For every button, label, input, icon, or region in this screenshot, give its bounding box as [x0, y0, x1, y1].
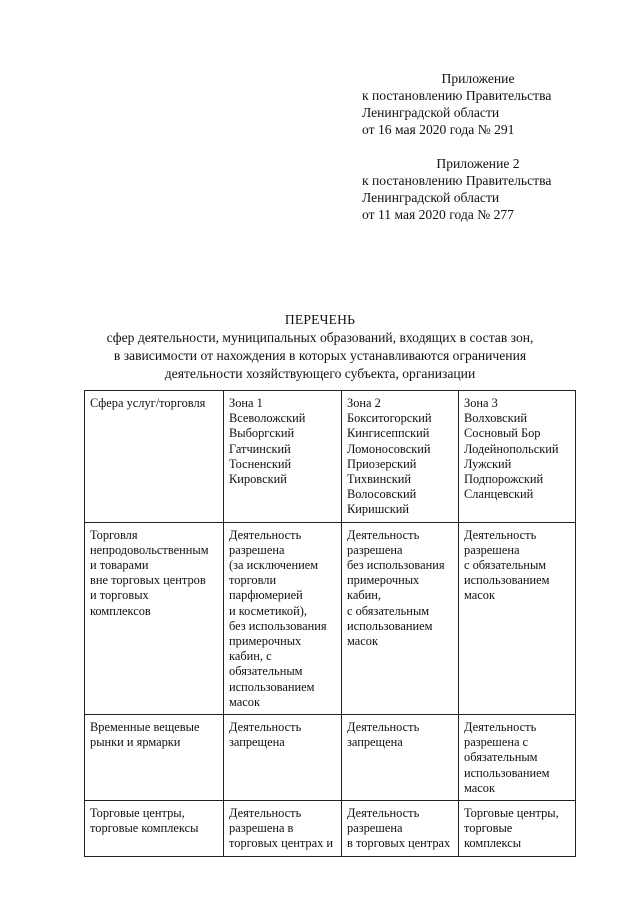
header-cell-sphere: Сфера услуг/торговля: [85, 391, 224, 523]
table-row: [85, 801, 576, 857]
table-row: [85, 715, 576, 801]
appendix-2-title: Приложение 2: [436, 156, 520, 171]
table-cell: Торговые центры, торговые комплексы: [459, 801, 576, 857]
document-subtitle-line-1: сфер деятельности, муниципальных образований, входящих в состав зон,: [106, 330, 534, 345]
appendix-1-line-3: от 16 мая 2020 года № 291: [362, 122, 515, 137]
appendix-2-line-2: Ленинградской области: [362, 190, 500, 205]
table-row: [85, 522, 576, 714]
table-cell: Деятельность разрешена без использования примерочных кабин, с обязательным использованием масок: [342, 522, 459, 714]
appendix-1-title: Приложение: [441, 71, 515, 86]
table-cell: Торговля непродовольственным и товарами вне торговых центров и торговых комплексов: [85, 522, 224, 714]
header-cell-zone-1: Зона 1 Всеволожский Выборгский Гатчинский Тосненский Кировский: [224, 391, 342, 523]
table-cell: Деятельность разрешена (за исключением торговли парфюмерией и косметикой), без использования примерочных кабин, с обязательным использованием масок: [224, 522, 342, 714]
document-subtitle-line-2: в зависимости от нахождения в которых устанавливаются ограничения: [113, 348, 527, 363]
document-heading: [10, 311, 630, 383]
header-cell-zone-2: Зона 2 Бокситогорский Кингисеппский Ломоносовский Приозерский Тихвинский Волосовский Киришский: [342, 391, 459, 523]
table-cell: Деятельность разрешена с обязательным использованием масок: [459, 522, 576, 714]
document-title: ПЕРЕЧЕНЬ: [284, 312, 356, 327]
appendix-1-line-2: Ленинградской области: [362, 105, 500, 120]
appendix-1-line-1: к постановлению Правительства: [362, 88, 552, 103]
appendix-2-line-1: к постановлению Правительства: [362, 173, 552, 188]
zones-table: [84, 390, 576, 857]
appendix-1-block: [362, 70, 594, 138]
table-cell: Деятельность запрещена: [224, 715, 342, 801]
table-cell: Торговые центры, торговые комплексы: [85, 801, 224, 857]
appendix-2-block: [362, 155, 594, 223]
table-cell: Деятельность разрешена с обязательным использованием масок: [459, 715, 576, 801]
header-cell-zone-3: Зона 3 Волховский Сосновый Бор Лодейнопольский Лужский Подпорожский Сланцевский: [459, 391, 576, 523]
document-subtitle-line-3: деятельности хозяйствующего субъекта, организации: [164, 366, 476, 381]
table-header-row: [85, 391, 576, 523]
table-cell: Деятельность разрешена в торговых центрах и: [224, 801, 342, 857]
appendix-2-line-3: от 11 мая 2020 года № 277: [362, 207, 514, 222]
table-cell: Деятельность запрещена: [342, 715, 459, 801]
table-cell: Временные вещевые рынки и ярмарки: [85, 715, 224, 801]
table-cell: Деятельность разрешена в торговых центрах: [342, 801, 459, 857]
